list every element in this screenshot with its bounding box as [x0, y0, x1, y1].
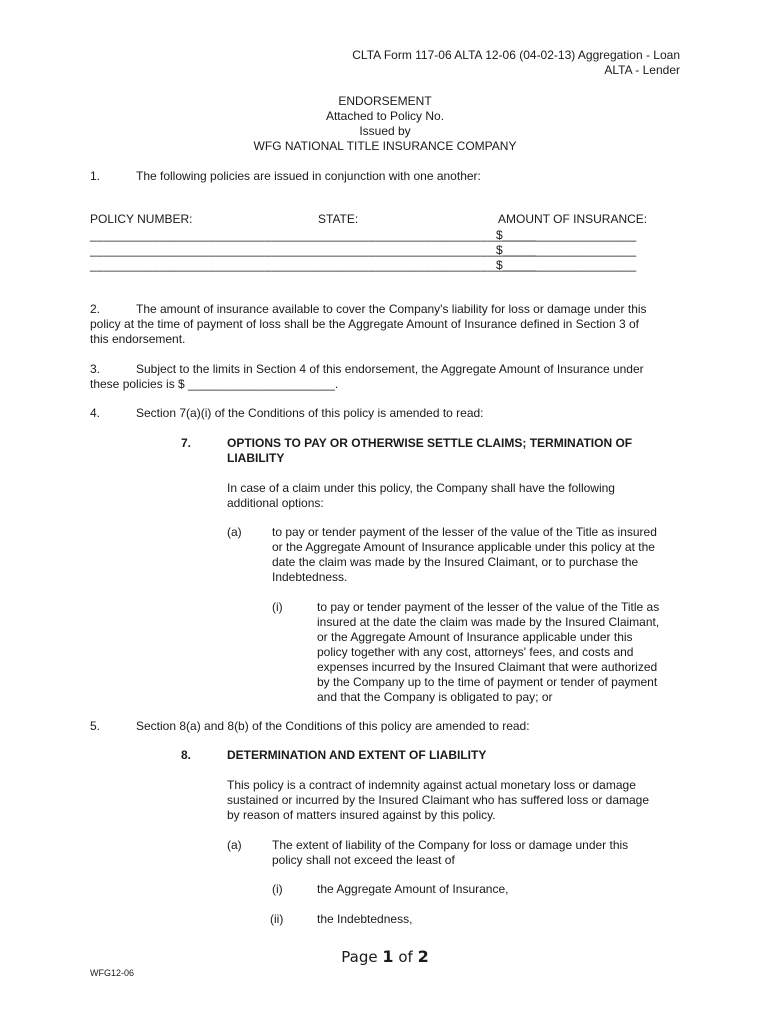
- subsection-8-intro-line2: sustained or incurred by the Insured Claimant who has suffered loss or damage: [227, 793, 650, 807]
- section-1-text: The following policies are issued in conjunction with one another:: [136, 169, 481, 183]
- policy-row-2-line: ________________________________________________________________: [90, 243, 537, 257]
- company-name: WFG NATIONAL TITLE INSURANCE COMPANY: [253, 139, 517, 153]
- policy-row-3-amount: $____________________: [496, 258, 637, 272]
- policy-row-1-line: ________________________________________________________________: [90, 228, 537, 242]
- subsection-8a-line1: The extent of liability of the Company for loss or damage under this: [272, 838, 629, 852]
- issued-by: Issued by: [359, 124, 411, 138]
- section-2-number: 2.: [90, 302, 101, 316]
- subsection-7a-label: (a): [227, 525, 242, 539]
- subsection-7-intro-line1: In case of a claim under this policy, the Company shall have the following: [227, 481, 615, 495]
- subsection-8aii-text: the Indebtedness,: [317, 912, 413, 926]
- subsection-7a-line1: to pay or tender payment of the lesser of the value of the Title as insured: [272, 525, 657, 539]
- section-3-number: 3.: [90, 362, 101, 376]
- section-4-text: Section 7(a)(i) of the Conditions of this policy is amended to read:: [136, 406, 484, 420]
- subsection-8-intro-line1: This policy is a contract of indemnity against actual monetary loss or damage: [227, 778, 636, 792]
- section-2-line1: The amount of insurance available to cover the Company's liability for loss or damage under this: [136, 302, 647, 316]
- state-header: STATE:: [318, 212, 359, 226]
- section-1-number: 1.: [90, 169, 101, 183]
- page-indicator: [0, 947, 770, 966]
- page-word: Page: [341, 948, 378, 966]
- page-total: 2: [417, 947, 429, 966]
- subsection-7ai-label: (i): [272, 600, 283, 614]
- subsection-8ai-text: the Aggregate Amount of Insurance,: [317, 882, 509, 896]
- subsection-8a-line2: policy shall not exceed the least of: [272, 853, 455, 867]
- subsection-7a-line3: date the claim was made by the Insured Claimant, or to purchase the: [272, 555, 639, 569]
- section-3-line1: Subject to the limits in Section 4 of this endorsement, the Aggregate Amount of Insurance under: [136, 362, 644, 376]
- of-word: of: [398, 948, 413, 966]
- subsection-8aii-label: (ii): [270, 912, 284, 926]
- subsection-7-intro-line2: additional options:: [227, 496, 324, 510]
- attached-to-policy: Attached to Policy No.: [325, 109, 445, 123]
- section-2-line3: this endorsement.: [90, 332, 186, 346]
- endorsement-title: ENDORSEMENT: [338, 94, 432, 108]
- page-number: 1: [382, 947, 394, 966]
- subsection-7ai-line7: and that the Company is obligated to pay; or: [317, 690, 553, 704]
- subsection-7ai-line4: policy together with any cost, attorneys' fees, and costs and: [317, 645, 634, 659]
- policy-row-1-amount: $____________________: [496, 228, 637, 242]
- subsection-7-heading-line2: LIABILITY: [227, 451, 285, 465]
- subsection-8a-label: (a): [227, 838, 242, 852]
- subsection-7ai-line1: to pay or tender payment of the lesser of the value of the Title as: [317, 600, 660, 614]
- subsection-7-heading-line1: OPTIONS TO PAY OR OTHERWISE SETTLE CLAIMS; TERMINATION OF: [227, 436, 633, 450]
- subsection-8-intro-line3: by reason of matters insured against by this policy.: [227, 808, 496, 822]
- section-2-line2: policy at the time of payment of loss shall be the Aggregate Amount of Insurance defined in Section 3 of: [90, 317, 640, 331]
- form-code: WFG12-06: [90, 968, 135, 978]
- policy-row-2-amount: $____________________: [496, 243, 637, 257]
- subsection-7ai-line2: insured at the date the claim was made by the Insured Claimant,: [317, 615, 660, 629]
- form-title-line1: CLTA Form 117-06 ALTA 12-06 (04-02-13) Aggregation - Loan: [352, 48, 680, 62]
- section-4-number: 4.: [90, 406, 101, 420]
- subsection-7ai-line3: or the Aggregate Amount of Insurance applicable under this: [317, 630, 633, 644]
- subsection-7ai-line6: by the Company up to the time of payment or tender of payment: [317, 675, 658, 689]
- subsection-8-heading: DETERMINATION AND EXTENT OF LIABILITY: [227, 748, 487, 762]
- subsection-7a-line2: or the Aggregate Amount of Insurance applicable under this policy at the: [272, 540, 655, 554]
- subsection-7ai-line5: expenses incurred by the Insured Claimant that were authorized: [317, 660, 658, 674]
- section-5-text: Section 8(a) and 8(b) of the Conditions of this policy are amended to read:: [136, 719, 530, 733]
- subsection-8-number: 8.: [181, 748, 192, 762]
- policy-row-3-line: ________________________________________________________________: [90, 258, 537, 272]
- subsection-7-number: 7.: [181, 436, 192, 450]
- subsection-8ai-label: (i): [272, 882, 283, 896]
- section-3-line2: these policies is $ ______________________.: [90, 377, 339, 391]
- form-title-line2: ALTA - Lender: [604, 63, 680, 77]
- policy-number-header: POLICY NUMBER:: [90, 212, 193, 226]
- subsection-7a-line4: Indebtedness.: [272, 570, 348, 584]
- amount-header: AMOUNT OF INSURANCE:: [498, 212, 648, 226]
- section-5-number: 5.: [90, 719, 101, 733]
